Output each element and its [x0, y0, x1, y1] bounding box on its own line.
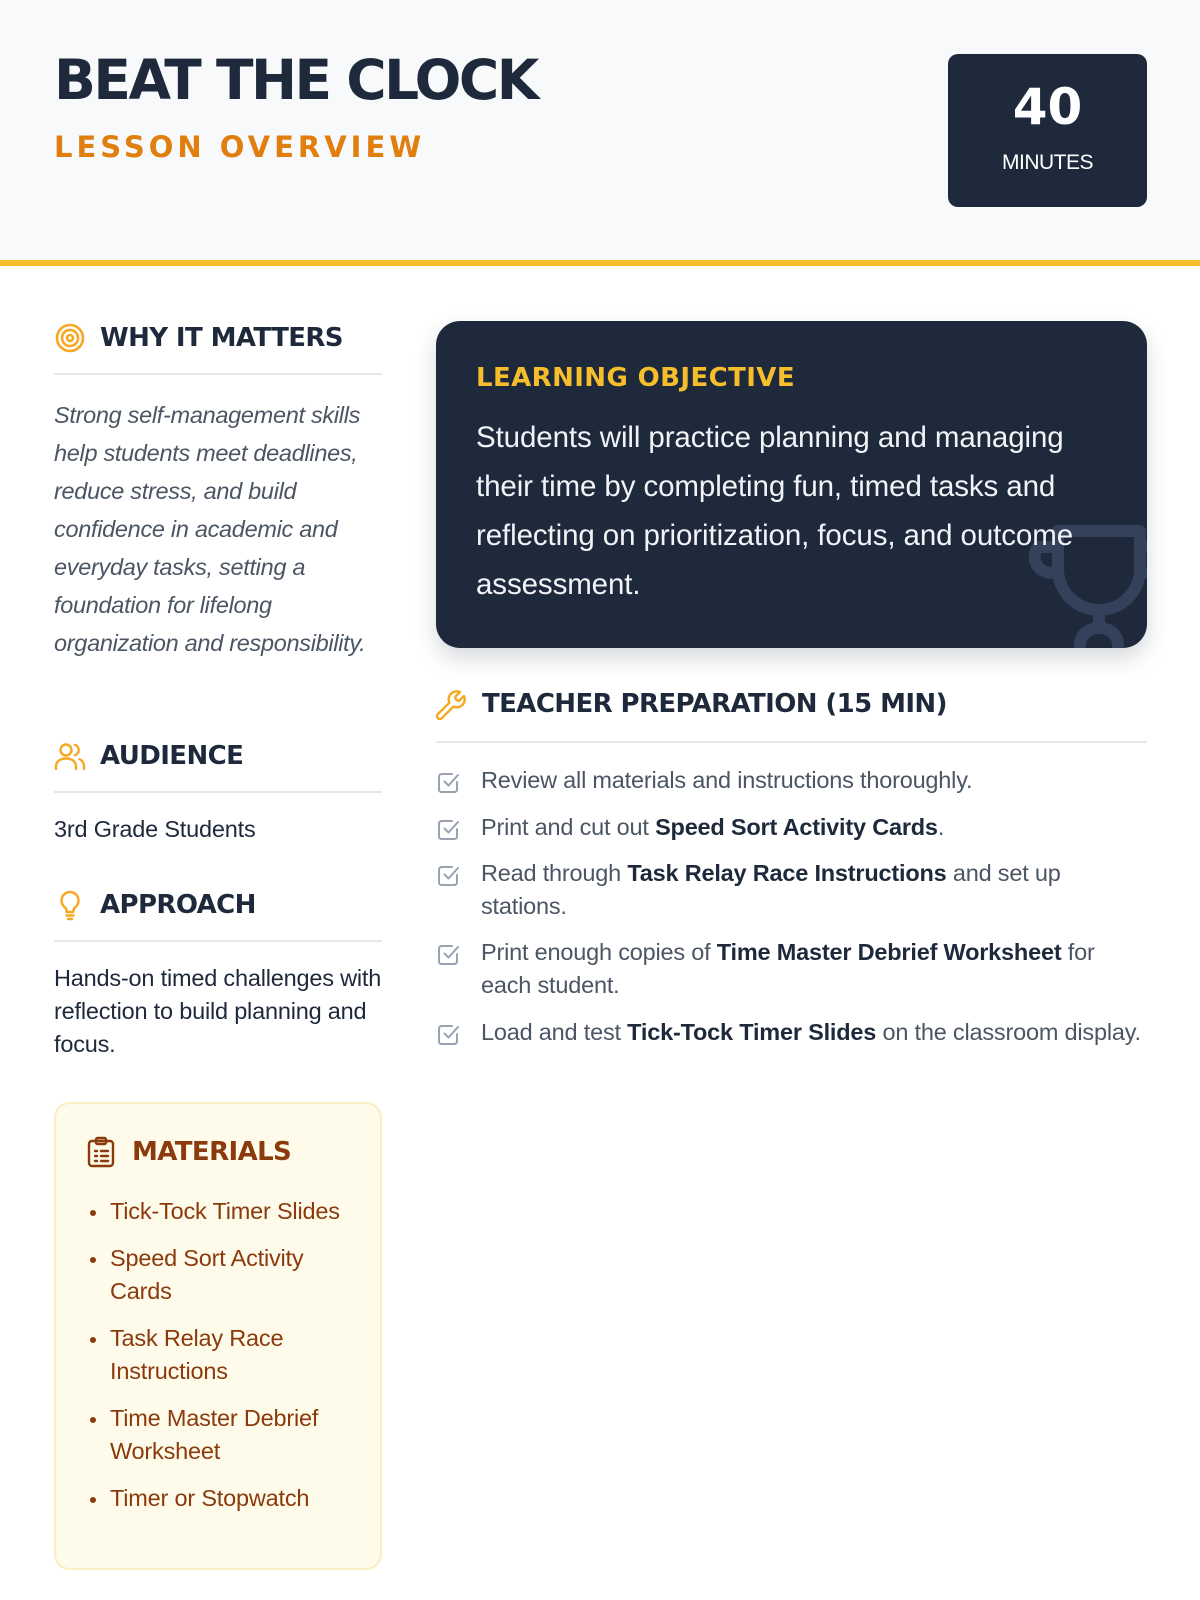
learning-objective-card	[436, 321, 1147, 648]
list-item: Timer or Stopwatch	[86, 1482, 356, 1515]
list-item: Tick-Tock Timer Slides	[86, 1195, 356, 1228]
teacher-prep-title: TEACHER PREPARATION (15 MIN)	[482, 689, 947, 719]
prep-item-text: Review all materials and instructions thoroughly.	[481, 767, 973, 793]
audience-text: 3rd Grade Students	[54, 816, 256, 842]
header-divider	[0, 260, 1200, 266]
section-divider	[436, 741, 1147, 743]
learning-objective-text: Students will practice planning and managing their time by completing fun, timed tasks and reflecting on prioritization, focus, and outcome assessment.	[476, 421, 1073, 601]
checkbox-icon	[436, 1022, 461, 1047]
prep-item-text: Load and test Tick-Tock Timer Slides on the classroom display.	[481, 1019, 1141, 1045]
header-band	[0, 0, 1200, 260]
prep-checklist-item	[436, 1016, 1147, 1049]
materials-title: MATERIALS	[132, 1137, 292, 1167]
lesson-subtitle: LESSON OVERVIEW	[54, 130, 426, 164]
teacher-prep-header	[436, 688, 947, 720]
learning-objective-label: LEARNING OBJECTIVE	[476, 363, 795, 393]
duration-badge	[948, 54, 1147, 207]
clipboard-icon	[86, 1136, 116, 1168]
list-item: Time Master Debrief Worksheet	[86, 1402, 356, 1468]
audience-header	[54, 740, 382, 772]
lightbulb-icon	[54, 889, 86, 921]
target-icon	[54, 322, 86, 354]
wrench-icon	[436, 688, 468, 720]
duration-unit: MINUTES	[1002, 151, 1093, 174]
prep-checklist-item	[436, 936, 1147, 1002]
checkbox-icon	[436, 863, 461, 888]
checkbox-icon	[436, 817, 461, 842]
audience-title: AUDIENCE	[100, 741, 244, 771]
list-item: Task Relay Race Instructions	[86, 1322, 356, 1388]
why-it-matters-text: Strong self-management skills help students meet deadlines, reduce stress, and build confidence in academic and everyday tasks, setting a foundation for lifelong organization and responsibility.	[54, 402, 366, 656]
checkbox-icon	[436, 770, 461, 795]
materials-panel	[54, 1102, 382, 1570]
prep-checklist-item	[436, 857, 1147, 923]
section-divider	[54, 373, 382, 375]
prep-checklist-item	[436, 764, 1147, 797]
users-icon	[54, 740, 86, 772]
prep-checklist-item	[436, 811, 1147, 844]
checkbox-icon	[436, 942, 461, 967]
approach-text: Hands-on timed challenges with reflection to build planning and focus.	[54, 965, 382, 1057]
approach-header	[54, 889, 382, 921]
why-it-matters-title: WHY IT MATTERS	[100, 323, 343, 353]
materials-list	[86, 1195, 356, 1529]
prep-item-text: Read through Task Relay Race Instructions and set up stations.	[481, 860, 1061, 919]
duration-value: 40	[1012, 78, 1083, 136]
approach-title: APPROACH	[100, 890, 256, 920]
list-item: Speed Sort Activity Cards	[86, 1242, 356, 1308]
lesson-title: BEAT THE CLOCK	[54, 48, 537, 112]
why-it-matters-header	[54, 322, 382, 354]
prep-item-text: Print and cut out Speed Sort Activity Cards.	[481, 814, 945, 840]
section-divider	[54, 940, 382, 942]
prep-item-text: Print enough copies of Time Master Debrief Worksheet for each student.	[481, 939, 1095, 998]
section-divider	[54, 791, 382, 793]
materials-header	[86, 1136, 291, 1168]
